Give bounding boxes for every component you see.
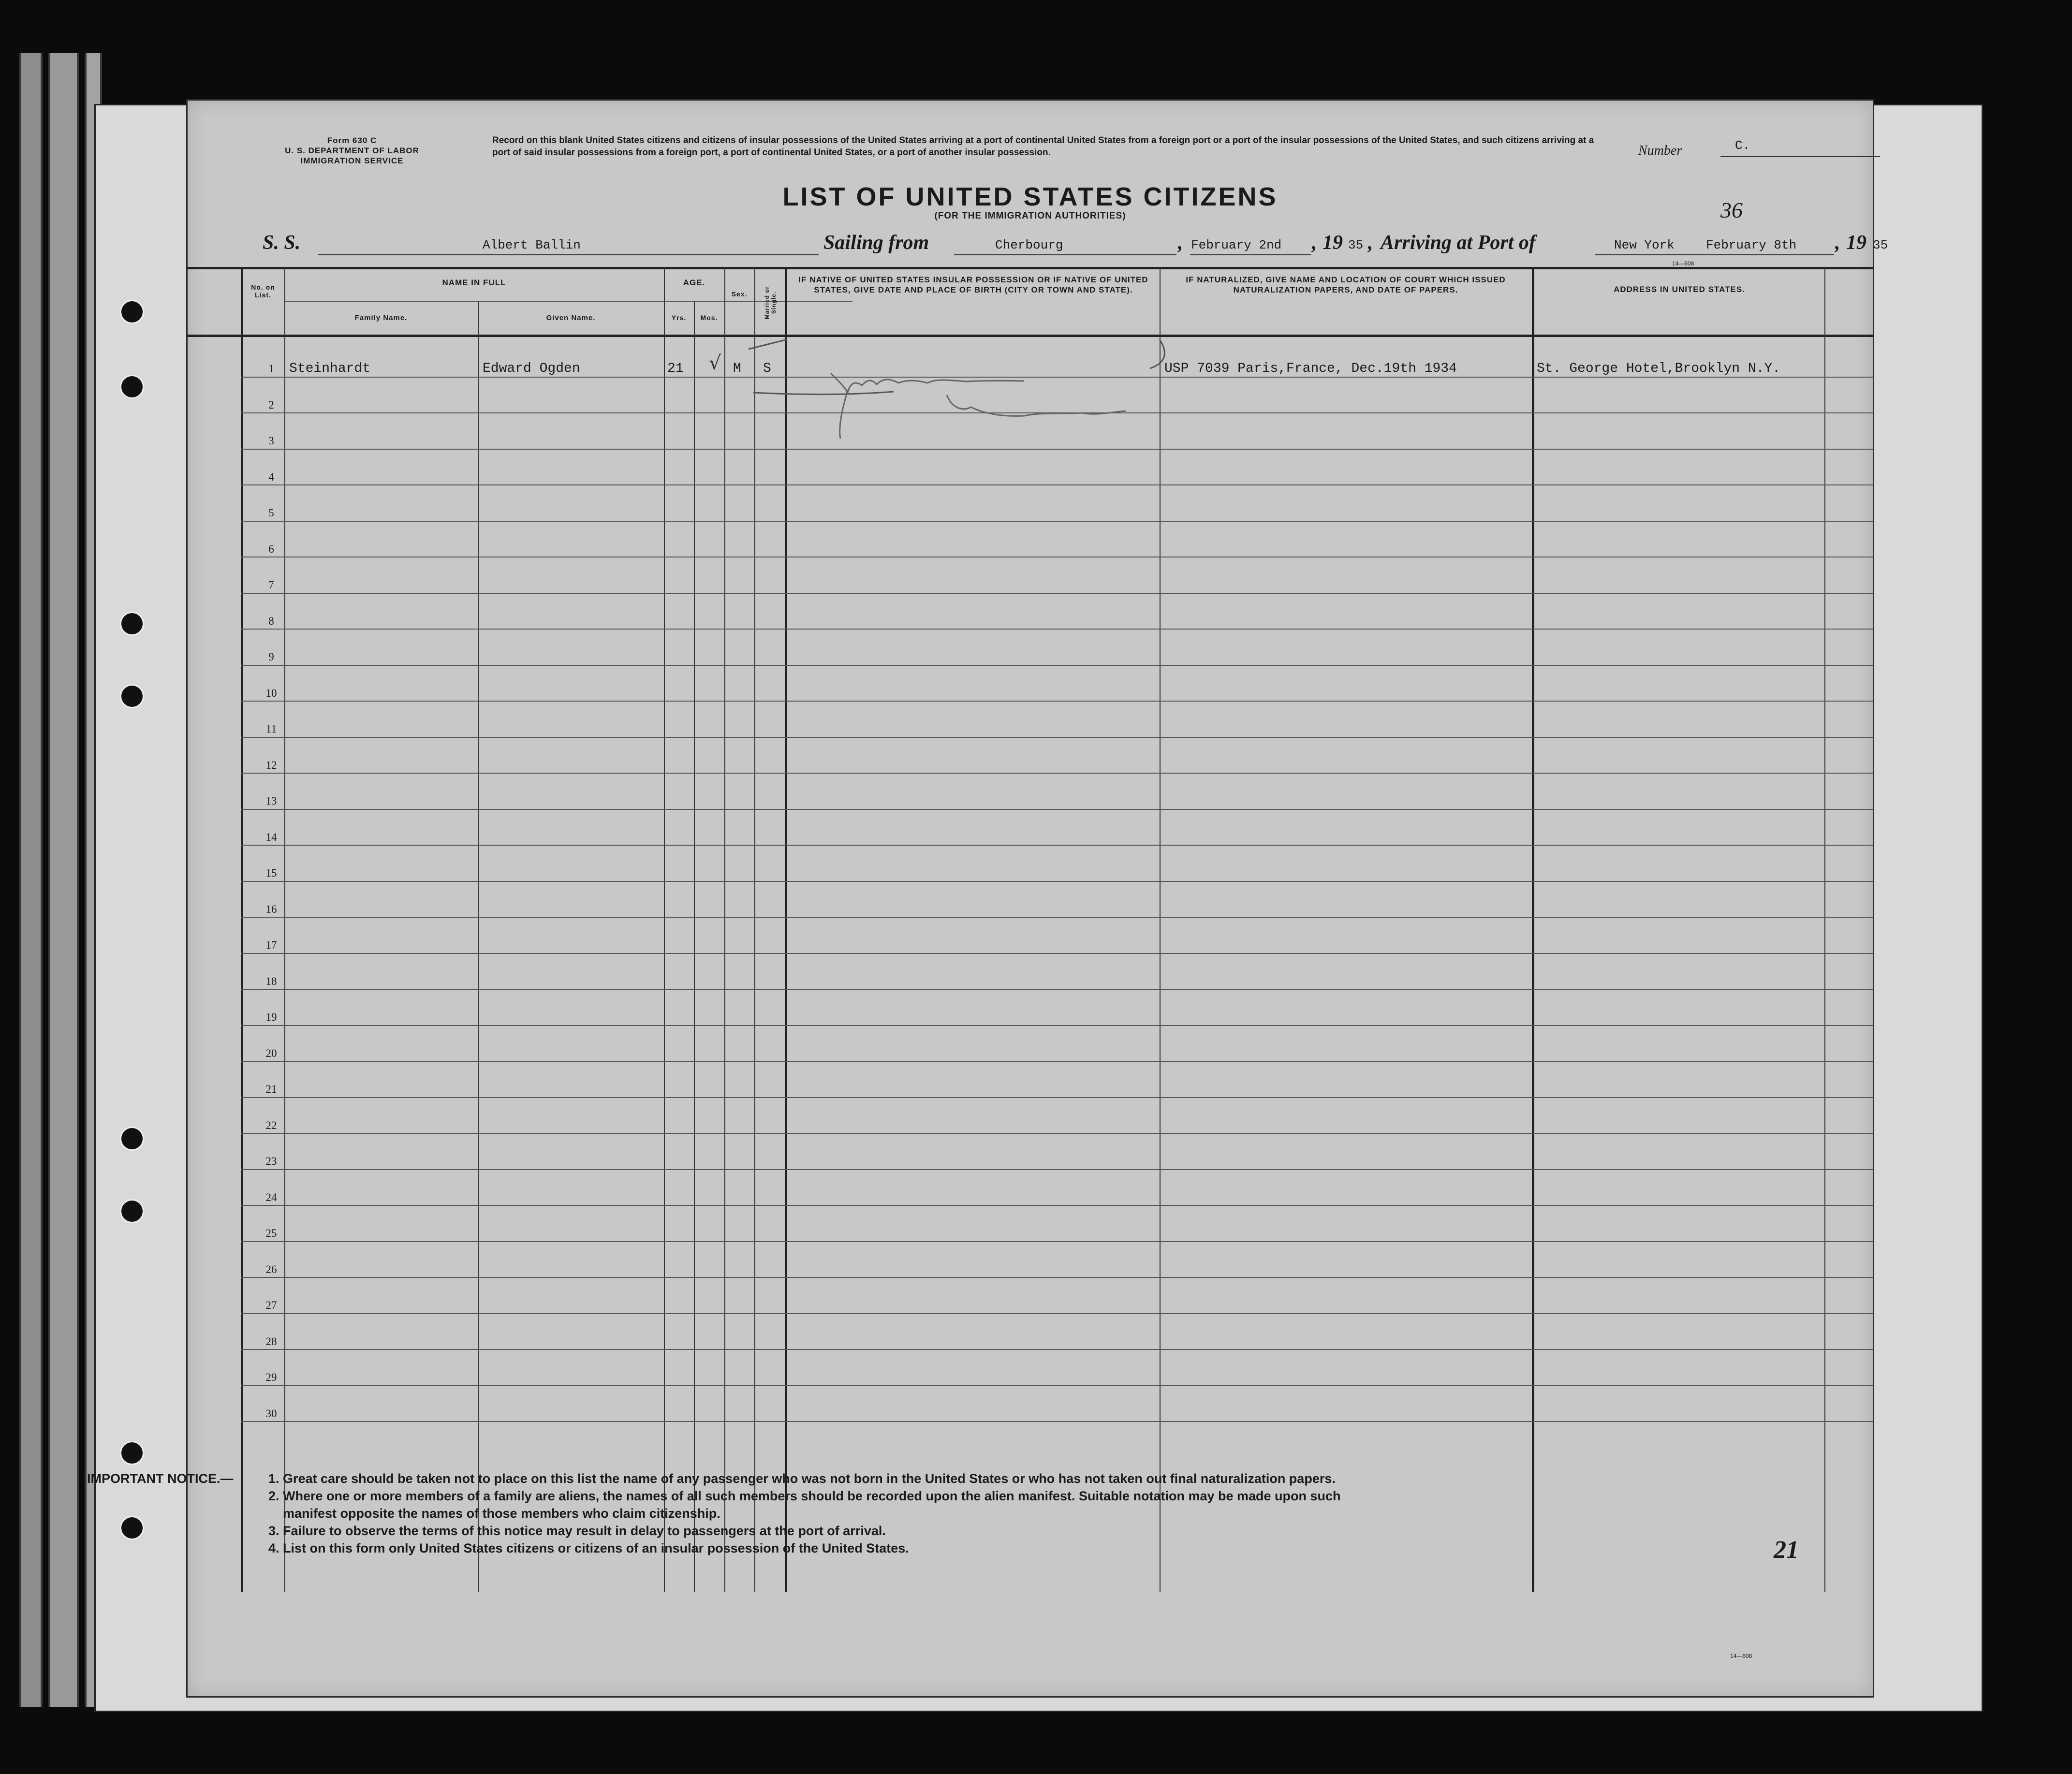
marital-status-cell: S xyxy=(763,361,771,376)
page-subtitle: (FOR THE IMMIGRATION AUTHORITIES) xyxy=(934,211,1126,221)
row-line xyxy=(241,737,1873,738)
row-line xyxy=(241,1277,1873,1278)
table-border xyxy=(188,267,1873,269)
row-number: 5 xyxy=(268,507,274,519)
row-line xyxy=(241,953,1873,954)
number-value: C. xyxy=(1735,138,1750,153)
notice-items xyxy=(268,1470,1671,1557)
col-header-no: No. on List. xyxy=(251,283,275,299)
col-divider xyxy=(724,267,725,1592)
sex-cell: M xyxy=(733,361,741,376)
row-line xyxy=(241,665,1873,666)
col-divider xyxy=(284,267,285,1592)
passenger-table xyxy=(188,267,1873,1621)
notice-item: 3. Failure to observe the terms of this notice may result in delay to passengers at the port of arrival. xyxy=(268,1524,886,1538)
form-id: Form 630 C xyxy=(327,136,377,145)
punch-hole xyxy=(120,1516,144,1540)
col-divider xyxy=(478,301,479,1592)
row-number: 3 xyxy=(268,435,274,447)
row-number: 15 xyxy=(265,867,277,879)
check-mark: √ xyxy=(709,352,721,374)
col-header-name: NAME IN FULL xyxy=(442,278,506,287)
row-number: 29 xyxy=(265,1371,277,1383)
notice-item: 2. Where one or more members of a family are aliens, the names of all such members should be recorded upon the alien manifest. Suitable notation may be made upon such xyxy=(268,1489,1341,1503)
print-code: 14—608 xyxy=(1730,1653,1752,1659)
col-header-given-name: Given Name. xyxy=(546,314,596,322)
punch-hole xyxy=(120,1199,144,1223)
binder-strip xyxy=(48,53,79,1707)
family-name-cell: Steinhardt xyxy=(289,361,371,376)
row-line xyxy=(241,1349,1873,1350)
department: U. S. DEPARTMENT OF LABOR xyxy=(285,146,419,155)
row-number: 12 xyxy=(265,759,277,771)
print-code: 14—608 xyxy=(1672,260,1694,267)
row-number: 30 xyxy=(265,1407,277,1420)
notice-item: 4. List on this form only United States citizens or citizens of an insular possession of the United States. xyxy=(268,1541,909,1555)
row-line xyxy=(241,881,1873,882)
form-header xyxy=(250,135,454,166)
row-number: 6 xyxy=(268,542,274,555)
row-number: 25 xyxy=(265,1227,277,1239)
manifest-page xyxy=(186,99,1888,1698)
row-number: 18 xyxy=(265,975,277,987)
from-port: Cherbourg xyxy=(995,238,1063,252)
arrival-date: February 8th xyxy=(1706,238,1797,252)
row-number: 1 xyxy=(268,363,274,375)
handwritten-number: 36 xyxy=(1720,198,1743,222)
row-line xyxy=(241,593,1873,594)
punch-hole xyxy=(120,684,144,708)
row-line xyxy=(241,484,1873,485)
year-prefix: 19 xyxy=(1323,232,1343,254)
row-number: 28 xyxy=(265,1335,277,1348)
col-divider xyxy=(1824,267,1825,1592)
col-divider xyxy=(785,267,787,1592)
col-header-age: AGE. xyxy=(683,278,705,287)
naturalization-cell: USP 7039 Paris,France, Dec.19th 1934 xyxy=(1164,361,1457,376)
col-header-family-name: Family Name. xyxy=(354,314,408,322)
col-header-mos: Mos. xyxy=(700,314,718,322)
row-line xyxy=(241,773,1873,774)
underline xyxy=(954,254,1176,255)
number-underline xyxy=(1720,156,1880,157)
row-number: 9 xyxy=(268,651,274,663)
row-number: 13 xyxy=(265,795,277,807)
underline xyxy=(1190,254,1311,255)
row-number: 24 xyxy=(265,1191,277,1203)
row-line xyxy=(241,989,1873,990)
ss-label: S. S. xyxy=(263,232,301,254)
row-line xyxy=(241,917,1873,918)
row-number: 22 xyxy=(265,1119,277,1131)
col-divider xyxy=(1160,267,1161,1592)
col-header-married: Married or Single. xyxy=(764,286,777,320)
punch-hole xyxy=(120,300,144,324)
notice-item: manifest opposite the names of those members who claim citizenship. xyxy=(283,1506,720,1521)
arrival-port: New York xyxy=(1614,238,1675,252)
row-line xyxy=(241,1169,1873,1170)
arriving-label: Arriving at Port of xyxy=(1381,232,1536,254)
record-instructions: Record on this blank United States citizens and citizens of insular possessions of the United States arriving at a port of continental United States from a foreign port or a port of the insular possessions of the United States, and such citizens arriving at a port of said insular possessions from a foreign port, a port of continental United States, or a port of another insular possession. xyxy=(492,135,1594,158)
row-number: 10 xyxy=(265,687,277,699)
row-number: 20 xyxy=(265,1047,277,1059)
row-line xyxy=(241,521,1873,522)
row-number: 7 xyxy=(268,579,274,591)
number-label: Number xyxy=(1638,143,1682,158)
arrival-year: 35 xyxy=(1873,238,1888,252)
row-number: 4 xyxy=(268,470,274,483)
col-header-yrs: Yrs. xyxy=(671,314,687,322)
voyage-line: S. S. Albert Ballin Sailing from Cherbourg , February 2nd , 19 35 , Arriving at Port of New York February 8th , 19 35 xyxy=(263,231,1858,260)
row-line xyxy=(241,629,1873,630)
underline xyxy=(1595,254,1834,255)
col-header-sex: Sex. xyxy=(731,290,748,298)
row-line xyxy=(241,701,1873,702)
col-header-naturalized: IF NATURALIZED, GIVE NAME AND LOCATION OF COURT WHICH ISSUED NATURALIZATION PAPERS, AND DATE OF PAPERS. xyxy=(1186,275,1506,294)
row-number: 8 xyxy=(268,615,274,627)
departure-year: 35 xyxy=(1348,238,1364,252)
col-header-native: IF NATIVE OF UNITED STATES INSULAR POSSESSION OR IF NATIVE OF UNITED STATES, GIVE DATE AND PLACE OF BIRTH (CITY OR TOWN AND STATE). xyxy=(798,275,1148,294)
row-line xyxy=(241,1061,1873,1062)
row-number: 16 xyxy=(265,903,277,915)
binder-strip xyxy=(19,53,43,1707)
row-line xyxy=(241,1313,1873,1314)
punch-hole xyxy=(120,375,144,399)
sailing-label: Sailing from xyxy=(823,232,929,254)
row-number: 26 xyxy=(265,1263,277,1276)
col-header-address: ADDRESS IN UNITED STATES. xyxy=(1614,285,1745,294)
service: IMMIGRATION SERVICE xyxy=(300,156,404,165)
row-number: 21 xyxy=(265,1083,277,1095)
departure-date: February 2nd xyxy=(1191,238,1282,252)
notice-item: 1. Great care should be taken not to place on this list the name of any passenger who was not born in the United States or who has not taken out final naturalization papers. xyxy=(268,1471,1336,1486)
punch-hole xyxy=(120,612,144,636)
handwritten-annotation xyxy=(744,335,1421,460)
address-cell: St. George Hotel,Brooklyn N.Y. xyxy=(1537,361,1781,376)
row-number: 27 xyxy=(265,1299,277,1311)
col-divider xyxy=(754,267,755,1592)
col-divider xyxy=(1532,267,1534,1592)
row-number: 17 xyxy=(265,939,277,951)
row-line xyxy=(241,1205,1873,1206)
underline xyxy=(318,254,819,255)
row-number: 2 xyxy=(268,398,274,411)
row-line xyxy=(241,1385,1873,1386)
ship-name: Albert Ballin xyxy=(483,238,581,252)
row-line xyxy=(241,1421,1873,1422)
col-divider xyxy=(241,267,243,1592)
year-prefix: 19 xyxy=(1846,232,1866,254)
row-line xyxy=(241,1133,1873,1134)
row-number: 11 xyxy=(265,723,277,735)
col-divider xyxy=(664,267,665,1592)
row-line xyxy=(241,1241,1873,1242)
punch-hole xyxy=(120,1441,144,1465)
row-number: 14 xyxy=(265,831,277,843)
row-line xyxy=(241,845,1873,846)
given-name-cell: Edward Ogden xyxy=(483,361,580,376)
age-years-cell: 21 xyxy=(667,361,684,376)
page-title: LIST OF UNITED STATES CITIZENS xyxy=(782,182,1278,211)
row-number: 19 xyxy=(265,1011,277,1023)
page-number: 21 xyxy=(1774,1536,1799,1564)
notice-lead: IMPORTANT NOTICE.— xyxy=(87,1471,234,1486)
row-number: 23 xyxy=(265,1155,277,1167)
punch-hole xyxy=(120,1127,144,1151)
row-line xyxy=(241,809,1873,810)
col-divider xyxy=(694,301,695,1592)
row-line xyxy=(241,1097,1873,1098)
row-line xyxy=(241,1025,1873,1026)
